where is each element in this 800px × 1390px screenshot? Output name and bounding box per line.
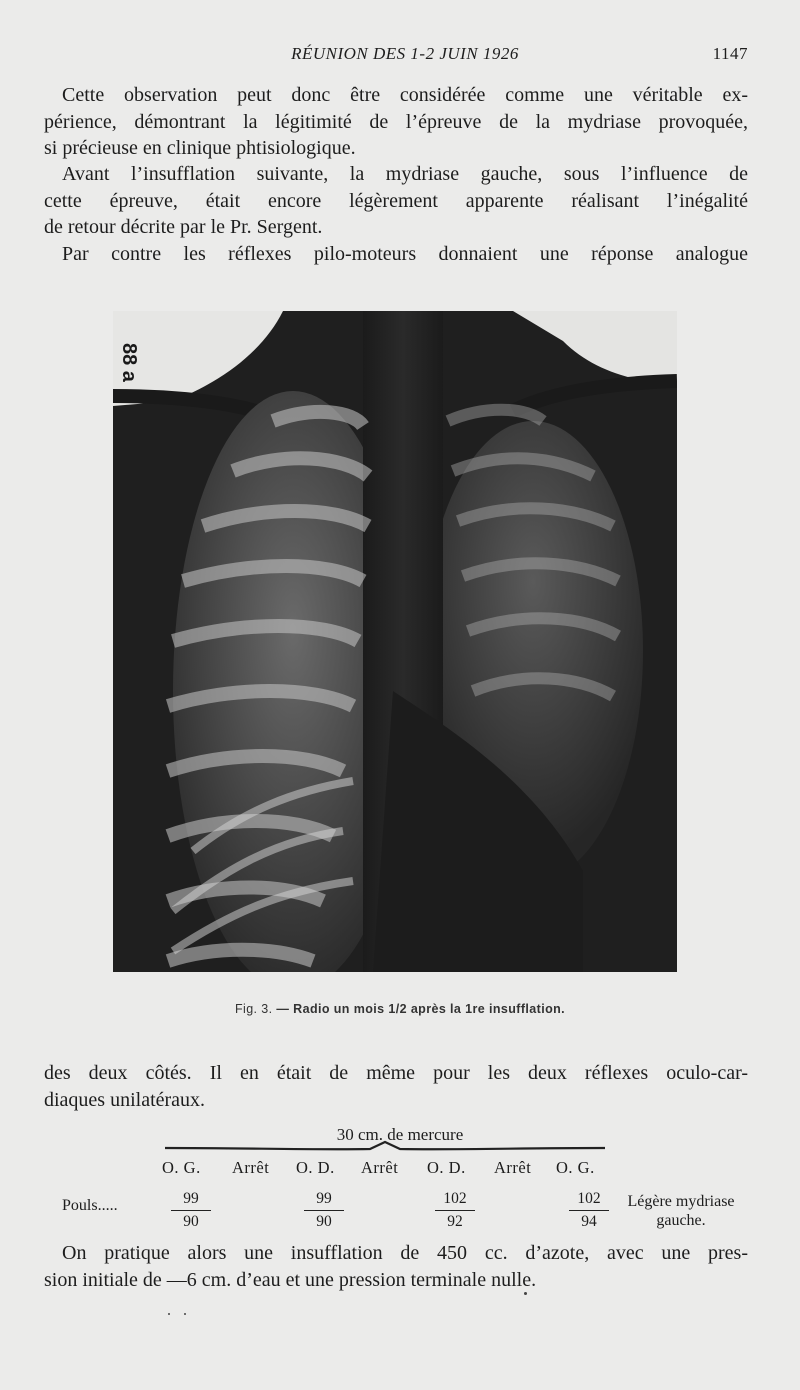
text-line: sion initiale de —6 cm. d’eau et une pression terminale nulle. — [44, 1268, 537, 1291]
column-header: Arrêt — [494, 1158, 532, 1177]
paragraph-observation — [44, 82, 748, 162]
running-title: RÉUNION DES 1-2 JUIN 1926 — [291, 44, 519, 63]
figure-label: Fig. 3. — [234, 1002, 273, 1016]
note-line: Légère mydriase — [627, 1193, 735, 1210]
column-header: Arrêt — [361, 1158, 399, 1177]
text-line: diaques unilatéraux. — [44, 1088, 206, 1111]
text-line: cette épreuve, était encore légèrement apparente réalisant l’inégalité — [44, 189, 748, 212]
pulse-numerator: 102 — [435, 1188, 475, 1211]
pulse-denominator: 90 — [316, 1213, 332, 1230]
plate-marking: 88 a — [118, 343, 140, 382]
pulse-value — [304, 1188, 344, 1233]
table-brace — [165, 1140, 605, 1154]
pulse-numerator: 99 — [171, 1188, 211, 1211]
column-header: O. G. — [556, 1158, 595, 1177]
text-line: Par contre les réflexes pilo-moteurs donnaient une réponse analogue — [62, 243, 748, 265]
figure-caption — [0, 1002, 800, 1016]
chest-radiograph-figure — [113, 311, 677, 972]
pulse-numerator: 99 — [304, 1188, 344, 1211]
column-header: O. D. — [296, 1158, 335, 1177]
running-header — [62, 44, 748, 70]
row-label-pulse: Pouls..... — [62, 1197, 118, 1214]
note-line: gauche. — [656, 1212, 706, 1229]
pulse-value — [569, 1188, 609, 1233]
chest-radiograph-image — [113, 311, 677, 972]
pulse-denominator: 94 — [581, 1213, 597, 1230]
table-title: 30 cm. de mercure — [336, 1125, 464, 1144]
figure-caption-text: — Radio un mois 1/2 après la 1re insufflation. — [276, 1002, 566, 1016]
text-line: Avant l’insufflation suivante, la mydriase gauche, sous l’influence de — [62, 163, 748, 185]
text-line: périence, démontrant la légitimité de l’épreuve de la mydriase provoquée, — [44, 110, 748, 133]
paragraph-insufflation — [44, 161, 748, 241]
table-note — [608, 1192, 754, 1230]
ink-speck — [184, 1313, 186, 1315]
ink-speck — [168, 1313, 170, 1315]
pulse-value — [435, 1188, 475, 1233]
pulse-value — [171, 1188, 211, 1233]
paragraph-oculo-cardiac — [44, 1060, 748, 1113]
text-line: de retour décrite par le Pr. Sergent. — [44, 216, 323, 238]
ink-speck — [524, 1292, 527, 1295]
column-header: O. D. — [427, 1158, 466, 1177]
text-line: On pratique alors une insufflation de 450 cc. d’azote, avec une pres- — [62, 1242, 748, 1264]
column-header: Arrêt — [232, 1158, 270, 1177]
text-line: des deux côtés. Il en était de même pour les deux réflexes oculo-car- — [44, 1062, 748, 1084]
paragraph-nitrogen-insufflation — [44, 1240, 748, 1293]
text-line: si précieuse en clinique phtisiologique. — [44, 137, 356, 159]
pulse-denominator: 90 — [183, 1213, 199, 1230]
pulse-numerator: 102 — [569, 1188, 609, 1211]
page-number: 1147 — [712, 44, 748, 63]
pulse-denominator: 92 — [447, 1213, 463, 1230]
text-line: Cette observation peut donc être considérée comme une véritable ex- — [62, 84, 748, 106]
paragraph-reflexes — [44, 241, 748, 268]
column-header: O. G. — [162, 1158, 201, 1177]
